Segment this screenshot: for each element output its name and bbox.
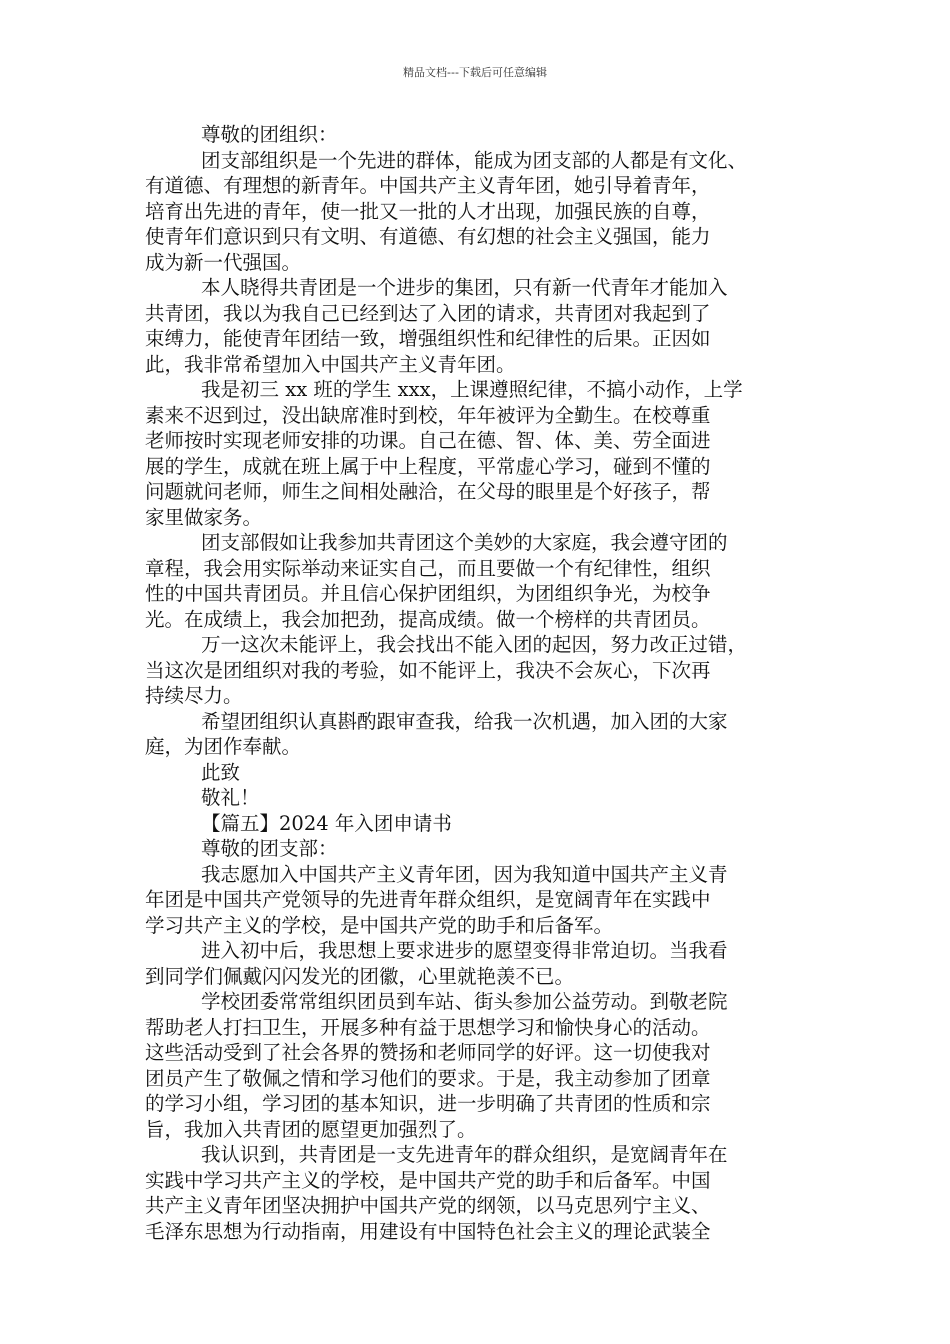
text-line: 庭，为团作奉献。	[145, 735, 302, 758]
text-line: 旨，我加入共青团的愿望更加强烈了。	[145, 1117, 477, 1141]
text-line: 我是初三 xx 班的学生 xxx，上课遵照纪律，不搞小动作，上学	[201, 378, 743, 401]
text-line: 【篇五】2024 年入团申请书	[201, 811, 452, 835]
text-line: 此，我非常希望加入中国共产主义青年团。	[145, 352, 516, 376]
text-line: 实践中学习共产主义的学校，是中国共产党的助手和后备军。中国	[145, 1168, 711, 1192]
text-line: 团支部假如让我参加共青团这个美妙的大家庭，我会遵守团的	[201, 531, 728, 554]
text-line: 此致	[201, 760, 241, 784]
text-line: 团支部组织是一个先进的群体，能成为团支部的人都是有文化、	[201, 148, 748, 172]
text-line: 当这次是团组织对我的考验，如不能评上，我决不会灰心，下次再	[145, 658, 711, 682]
text-line: 培育出先进的青年，使一批又一批的人才出现，加强民族的自尊，	[145, 199, 711, 223]
text-line: 尊敬的团支部：	[201, 837, 338, 860]
text-line: 万一这次未能评上，我会找出不能入团的起因，努力改正过错，	[201, 633, 748, 656]
text-line: 希望团组织认真斟酌跟审查我，给我一次机遇，加入团的大家	[201, 709, 728, 733]
text-line: 帮助老人打扫卫生，开展多种有益于思想学习和愉快身心的活动。	[145, 1015, 711, 1039]
text-line: 进入初中后，我思想上要求进步的愿望变得非常迫切。当我看	[201, 939, 728, 962]
page-header: 精品文档---下载后可任意编辑	[403, 66, 547, 79]
text-line: 持续尽力。	[145, 684, 243, 707]
text-line: 共青团，我以为我自己已经到达了入团的请求，共青团对我起到了	[145, 301, 711, 325]
text-line: 光。在成绩上，我会加把劲，提高成绩。做一个榜样的共青团员。	[145, 607, 711, 631]
text-line: 束缚力，能使青年团结一致，增强组织性和纪律性的后果。正因如	[145, 327, 711, 350]
text-line: 章程，我会用实际举动来证实自己，而且要做一个有纪律性，组织	[145, 556, 711, 580]
text-line: 展的学生，成就在班上属于中上程度，平常虚心学习，碰到不懂的	[145, 454, 711, 478]
text-line: 尊敬的团组织：	[201, 123, 338, 146]
text-line: 年团是中国共产党领导的先进青年群众组织，是宽阔青年在实践中	[145, 888, 711, 911]
text-line: 毛泽东思想为行动指南，用建设有中国特色社会主义的理论武装全	[145, 1219, 711, 1243]
text-line: 家里做家务。	[145, 505, 263, 529]
text-line: 这些活动受到了社会各界的赞扬和老师同学的好评。这一切使我对	[145, 1041, 711, 1064]
text-line: 我志愿加入中国共产主义青年团，因为我知道中国共产主义青	[201, 862, 728, 886]
text-line: 性的中国共青团员。并且信心保护团组织，为团组织争光，为校争	[145, 582, 711, 605]
text-line: 老师按时实现老师安排的功课。自己在德、智、体、美、劳全面进	[145, 429, 711, 452]
text-line: 本人晓得共青团是一个进步的集团，只有新一代青年才能加入	[201, 276, 728, 299]
text-line: 问题就问老师，师生之间相处融洽，在父母的眼里是个好孩子，帮	[145, 480, 711, 503]
text-line: 使青年们意识到只有文明、有道德、有幻想的社会主义强国，能力	[145, 225, 711, 248]
document-body	[145, 122, 805, 1244]
text-line: 共产主义青年团坚决拥护中国共产党的纲领，以马克思列宁主义、	[145, 1194, 711, 1217]
text-line: 成为新一代强国。	[145, 250, 302, 274]
text-line: 到同学们佩戴闪闪发光的团徽，心里就艳羡不已。	[145, 964, 575, 988]
text-line: 素来不迟到过，没出缺席准时到校，年年被评为全勤生。在校尊重	[145, 403, 711, 427]
text-line: 敬礼！	[201, 786, 260, 809]
text-line: 的学习小组，学习团的基本知识，进一步明确了共青团的性质和宗	[145, 1092, 711, 1115]
text-line: 团员产生了敬佩之情和学习他们的要求。于是，我主动参加了团章	[145, 1066, 711, 1090]
text-line: 有道德、有理想的新青年。中国共产主义青年团，她引导着青年，	[145, 174, 711, 197]
text-line: 我认识到，共青团是一支先进青年的群众组织，是宽阔青年在	[201, 1143, 728, 1166]
text-line: 学校团委常常组织团员到车站、街头参加公益劳动。到敬老院	[201, 990, 728, 1013]
text-line: 学习共产主义的学校，是中国共产党的助手和后备军。	[145, 913, 614, 937]
